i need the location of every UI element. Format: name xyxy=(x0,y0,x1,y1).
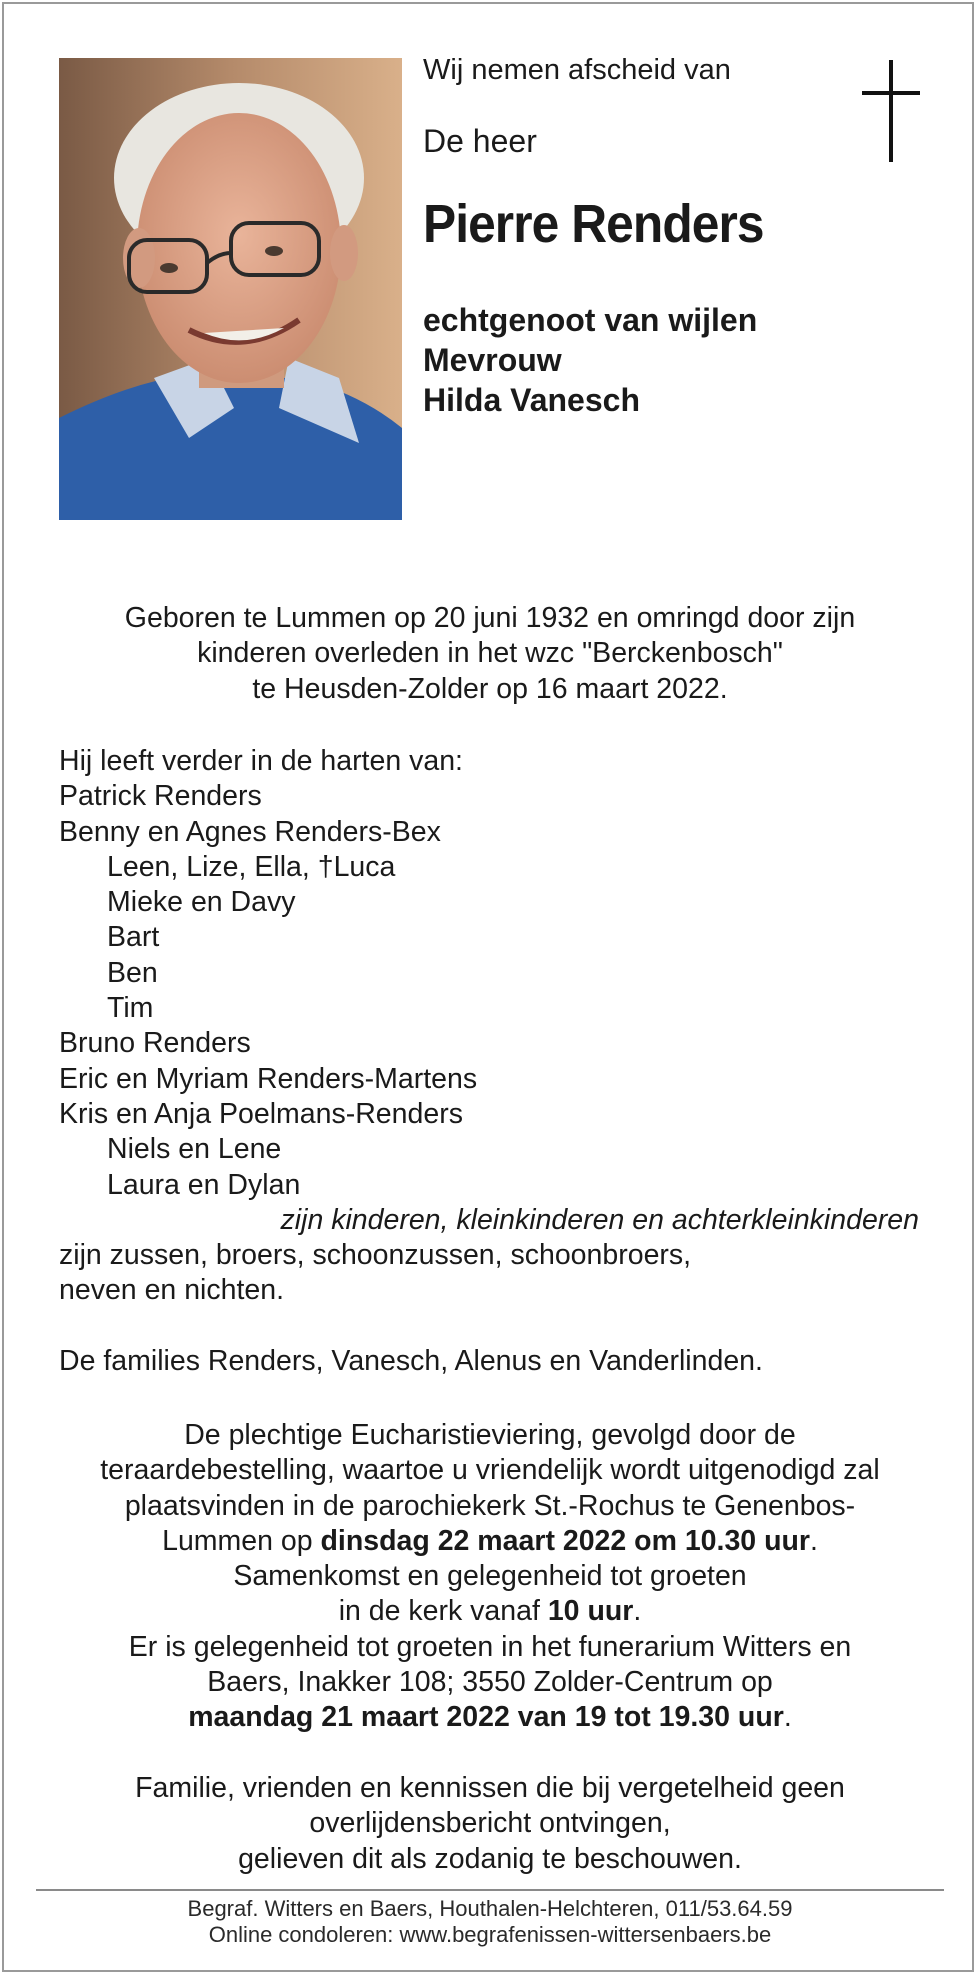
portrait-photo xyxy=(59,58,402,520)
ceremony-date: dinsdag 22 maart 2022 om 10.30 uur xyxy=(320,1524,810,1557)
ceremony-line: Samenkomst en gelegenheid tot groeten xyxy=(233,1560,747,1593)
footer xyxy=(36,1896,944,1948)
family-member: Benny en Agnes Renders-Bex xyxy=(59,815,441,848)
condolence-link[interactable]: Online condoleren: www.begrafenissen-wittersenbaers.be xyxy=(208,1922,772,1947)
birth-info xyxy=(59,601,921,707)
grandchild: Bart xyxy=(107,921,160,954)
notice-text xyxy=(59,1771,921,1877)
ceremony-time-line xyxy=(59,1594,921,1629)
notice-line: Familie, vrienden en kennissen die bij vergetelheid geen xyxy=(135,1772,845,1804)
grandchild: Laura en Dylan xyxy=(107,1168,301,1201)
funeral-home-info: Begraf. Witters en Baers, Houthalen-Helchteren, 011/53.64.59 xyxy=(187,1896,793,1921)
visitation-line xyxy=(59,1700,921,1735)
grandchild: Leen, Lize, Ella, †Luca xyxy=(107,850,396,883)
footer-divider xyxy=(36,1889,944,1891)
ceremony-time: 10 uur xyxy=(547,1595,634,1628)
cross-icon xyxy=(862,60,922,167)
ceremony-text: Lummen op xyxy=(162,1524,321,1557)
deceased-name: Pierre Renders xyxy=(423,194,764,254)
spouse-line: echtgenoot van wijlen xyxy=(423,302,758,338)
family-member: Patrick Renders xyxy=(59,780,262,813)
grandchild: Mieke en Davy xyxy=(107,886,296,919)
ceremony-line: teraardebestelling, waartoe u vriendelijk wordt uitgenodigd zal xyxy=(100,1454,880,1487)
honorific: De heer xyxy=(423,123,537,159)
family-extra-line: neven en nichten. xyxy=(59,1274,285,1307)
spouse-info xyxy=(423,300,757,420)
grandchild: Tim xyxy=(107,992,154,1025)
ceremony-text: in de kerk vanaf xyxy=(338,1595,548,1628)
family-list xyxy=(59,744,921,1379)
family-member: Bruno Renders xyxy=(59,1027,251,1060)
ceremony-line: plaatsvinden in de parochiekerk St.-Rochus te Genenbos- xyxy=(124,1489,856,1522)
family-member: Kris en Anja Poelmans-Renders xyxy=(59,1097,463,1130)
families-line: De families Renders, Vanesch, Alenus en Vanderlinden. xyxy=(59,1344,763,1377)
family-extra-line: zijn zussen, broers, schoonzussen, schoonbroers, xyxy=(59,1239,692,1272)
spouse-line: Mevrouw xyxy=(423,342,562,378)
ceremony-text: . xyxy=(809,1524,818,1557)
ceremony-line: Er is gelegenheid tot groeten in het funerarium Witters en xyxy=(128,1630,852,1663)
visitation-date: maandag 21 maart 2022 van 19 tot 19.30 uur xyxy=(188,1701,784,1734)
birth-line: te Heusden-Zolder op 16 maart 2022. xyxy=(252,672,728,705)
family-role: zijn kinderen, kleinkinderen en achterkleinkinderen xyxy=(280,1203,919,1236)
grandchild: Ben xyxy=(107,956,158,989)
spouse-line: Hilda Vanesch xyxy=(423,382,640,418)
grandchild: Niels en Lene xyxy=(107,1133,282,1166)
ceremony-text: . xyxy=(783,1701,792,1734)
family-member: Eric en Myriam Renders-Martens xyxy=(59,1062,478,1095)
ceremony-info xyxy=(59,1418,921,1736)
ceremony-line: Baers, Inakker 108; 3550 Zolder-Centrum op xyxy=(207,1666,773,1699)
ceremony-date-line xyxy=(59,1524,921,1559)
family-heading: Hij leeft verder in de harten van: xyxy=(59,745,463,777)
intro-text: Wij nemen afscheid van xyxy=(423,54,731,86)
notice-line: overlijdensbericht ontvingen, xyxy=(309,1807,671,1840)
birth-line: Geboren te Lummen op 20 juni 1932 en omringd door zijn xyxy=(124,602,856,634)
birth-line: kinderen overleden in het wzc "Berckenbosch" xyxy=(197,637,783,670)
notice-line: gelieven dit als zodanig te beschouwen. xyxy=(238,1842,742,1875)
ceremony-text: . xyxy=(633,1595,642,1628)
ceremony-line: De plechtige Eucharistieviering, gevolgd door de xyxy=(184,1419,796,1451)
